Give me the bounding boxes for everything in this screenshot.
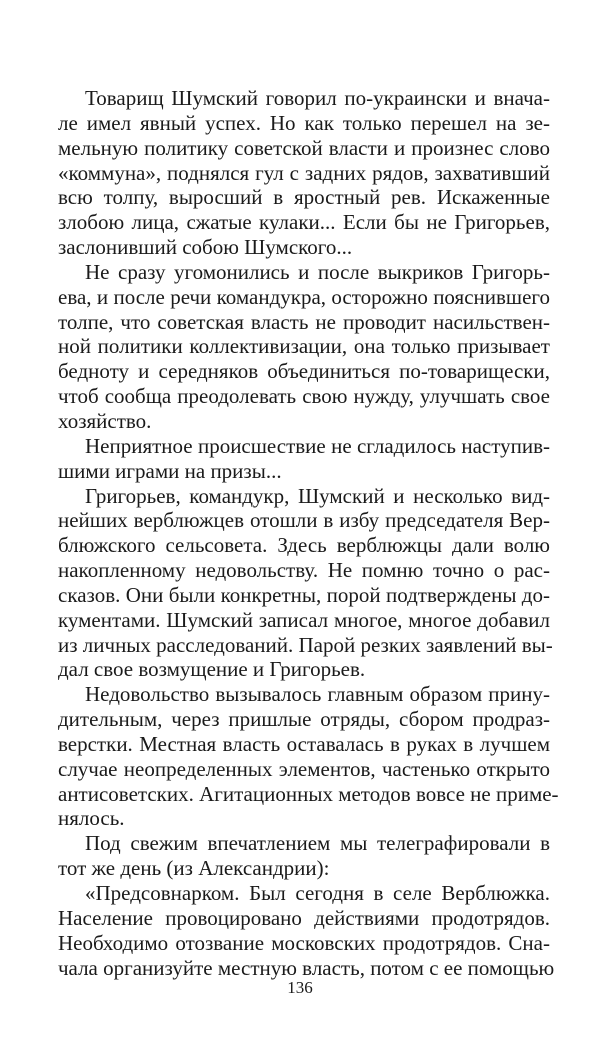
text-line: шими играми на призы... <box>58 458 282 483</box>
text-line: мельную политику советской власти и произнес слово <box>58 135 550 160</box>
text-line: случае неопределенных элементов, частенько открыто <box>58 756 550 781</box>
text-line: всю толпу, выросший в яростный рев. Искаженные <box>58 185 550 210</box>
text-line: накопленному недовольству. Не помню точно о рас- <box>58 558 550 583</box>
text-line: ева, и после речи командукра, осторожно пояснившего <box>58 284 550 309</box>
text-line: нялось. <box>58 806 125 831</box>
text-line: хозяйство. <box>58 408 152 433</box>
paragraph <box>58 682 559 831</box>
text-line: ной политики коллективизации, она только призывает <box>58 334 550 359</box>
text-line: толпе, что советская власть не проводит насильствен- <box>58 309 550 334</box>
text-line: Недовольство вызывалось главным образом прину- <box>85 682 550 707</box>
page-body <box>58 86 559 980</box>
paragraph <box>58 881 555 980</box>
text-line: «коммуна», поднялся гул с задних рядов, захвативший <box>58 160 550 185</box>
text-line: сказов. Они были конкретны, порой подтверждены до- <box>58 582 550 607</box>
text-line: Не сразу угомонились и после выкриков Григорь- <box>85 259 550 284</box>
text-line: Неприятное происшествие не сгладилось наступив- <box>85 433 550 458</box>
paragraph <box>58 831 550 881</box>
text-line: чтоб сообща преодолевать свою нужду, улучшать свое <box>58 384 550 409</box>
paragraph <box>58 483 553 683</box>
text-line: Под свежим впечатлением мы телеграфировали в <box>85 831 550 856</box>
text-line: дал свое возмущение и Григорьев. <box>58 657 366 682</box>
text-line: кументами. Шумский записал многое, многое добавил <box>58 607 550 632</box>
text-line: верстки. Местная власть оставалась в руках в лучшем <box>58 731 550 756</box>
text-line: Товарищ Шумский говорил по-украински и внача- <box>85 86 550 110</box>
text-line: чала организуйте местную власть, потом с ее помощью <box>58 955 555 980</box>
paragraph <box>58 260 550 434</box>
text-line: Григорьев, командукр, Шумский и несколько вид- <box>85 483 550 508</box>
text-line: ле имел явный успех. Но как только перешел на зе- <box>58 110 550 135</box>
text-line: нейших верблюжцев отошли в избу председателя Вер- <box>58 508 550 533</box>
text-line: злобою лица, сжатые кулаки... Если бы не Григорьев, <box>58 210 550 235</box>
text-line: блюжского сельсовета. Здесь верблюжцы дали волю <box>58 533 550 558</box>
text-line: бедноту и середняков объединиться по-товарищески, <box>58 359 550 384</box>
paragraph <box>58 86 550 260</box>
text-line: антисоветских. Агитационных методов вовсе не приме- <box>58 781 559 806</box>
text-line: дительным, через пришлые отряды, сбором продраз- <box>58 707 550 732</box>
text-line: «Предсовнарком. Был сегодня в селе Верблюжка. <box>85 881 550 905</box>
text-line: из личных расследований. Парой резких заявлений вы- <box>58 632 553 657</box>
page-number: 136 <box>287 978 313 997</box>
text-line: тот же день (из Александрии): <box>58 856 330 881</box>
text-line: Население провоцировано действиями продотрядов. <box>58 905 550 930</box>
text-line: Необходимо отозвание московских продотрядов. Сна- <box>58 930 550 955</box>
paragraph <box>58 434 550 484</box>
text-line: заслонивший собою Шумского... <box>58 235 353 260</box>
